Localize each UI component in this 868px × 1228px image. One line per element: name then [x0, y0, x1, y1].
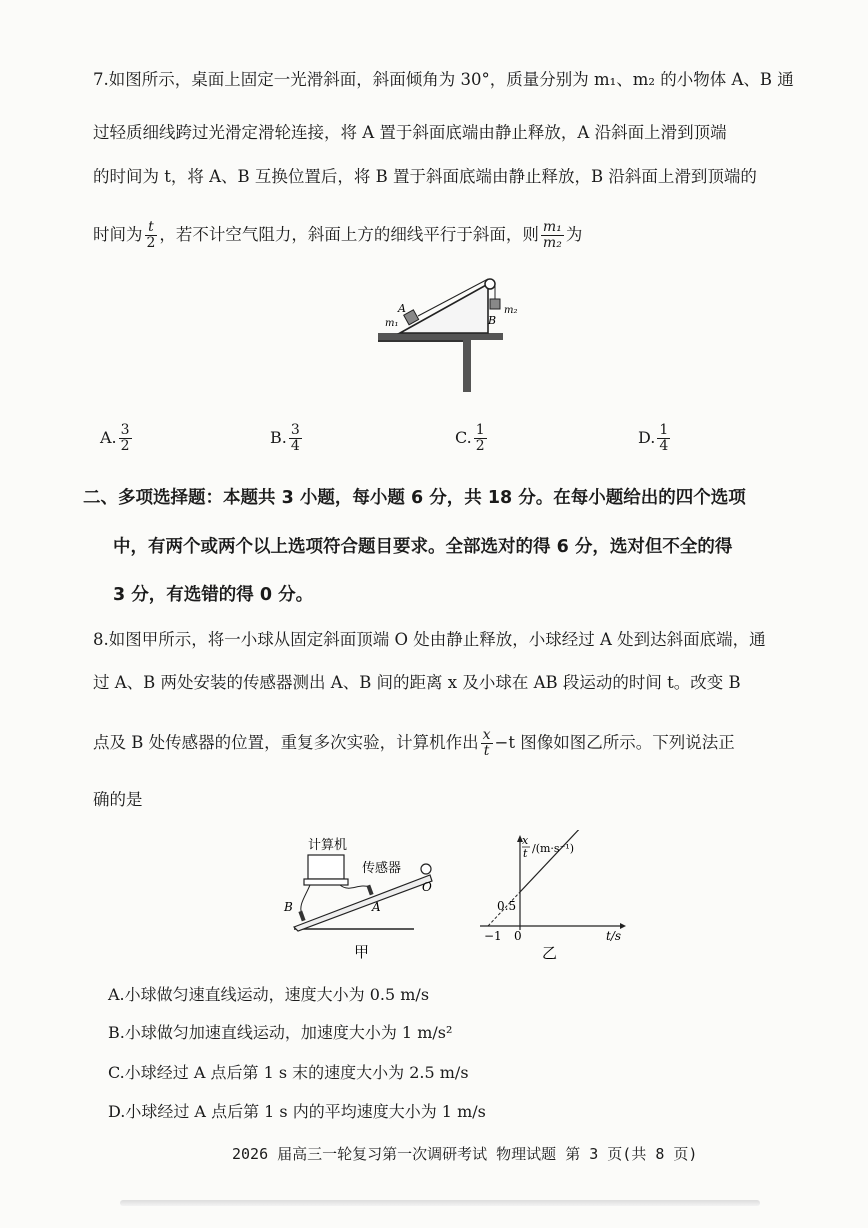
q8-line-4: 确的是	[93, 790, 143, 809]
block-a	[404, 310, 419, 325]
q7-line-4	[93, 220, 582, 251]
mass-ratio-fraction: $\frac{\text{m₁}}{\text{m₂}}$	[542, 219, 562, 251]
q7-line-4-post: 为	[565, 225, 583, 244]
x-tick-neg-1: −1	[484, 929, 502, 943]
page-bottom-edge	[120, 1200, 760, 1206]
label-a: A	[398, 302, 406, 315]
page-footer: 2026 届高三一轮复习第一次调研考试 物理试题 第 3 页(共 8 页)	[232, 1145, 698, 1163]
table-top	[378, 333, 503, 340]
t-half-fraction: $\frac{t}{2}$	[146, 219, 156, 251]
graph-line	[520, 830, 603, 892]
label-o-point: O	[422, 880, 432, 894]
label-b: B	[488, 314, 497, 327]
label-m2: m₂	[504, 305, 518, 316]
incline-wedge	[400, 284, 488, 333]
y-label-den: t	[523, 847, 528, 860]
section-2-line-2: 中，有两个或两个以上选项符合题目要求。全部选对的得 6 分，选对但不全的得	[113, 537, 733, 557]
q7-option-b: B. $\frac{3}{4}$	[270, 422, 300, 454]
caption-yi: 乙	[542, 944, 558, 962]
q8-line-1: 8.如图甲所示，将一小球从固定斜面顶端 O 处由静止释放，小球经过 A 处到达斜面底端，通	[93, 630, 766, 649]
label-a-point: A	[372, 900, 381, 914]
q7-line-4-pre: 时间为	[93, 225, 143, 244]
q7-option-d: D. $\frac{1}{4}$	[638, 422, 669, 454]
q8-line-3: 点及 B 处传感器的位置，重复多次实验，计算机作出 $\frac{x}{t}$ −t 图像如图乙所示。下列说法正	[93, 727, 735, 759]
q7-line-2: 过轻质细线跨过光滑定滑轮连接，将 A 置于斜面底端由静止释放，A 沿斜面上滑到顶端	[93, 123, 727, 142]
pulley	[485, 279, 495, 289]
label-sensor: 传感器	[362, 861, 402, 876]
sensor-a	[366, 885, 373, 896]
q8-option-d: D.小球经过 A 点后第 1 s 内的平均速度大小为 1 m/s	[108, 1102, 486, 1121]
q8-figure-jia	[280, 835, 450, 965]
y-label-unit: /(m·s⁻¹)	[532, 842, 575, 855]
computer-base	[304, 879, 348, 885]
computer-screen	[308, 855, 344, 879]
caption-jia: 甲	[354, 943, 370, 961]
y-tick-0-5: 0.5	[497, 899, 517, 913]
section-2-line-3: 3 分，有选错的得 0 分。	[113, 585, 314, 605]
label-computer: 计算机	[308, 838, 348, 853]
ball	[421, 864, 431, 874]
q8-option-b: B.小球做匀加速直线运动，加速度大小为 1 m/s²	[108, 1023, 453, 1042]
label-m1: m₁	[385, 318, 399, 329]
q8-option-a: A.小球做匀速直线运动，速度大小为 0.5 m/s	[108, 985, 430, 1004]
q8-figure-yi-graph	[470, 830, 630, 965]
q7-option-a: A. $\frac{3}{2}$	[100, 422, 130, 454]
q7-incline-figure	[370, 270, 540, 395]
label-b-point: B	[284, 900, 293, 914]
q7-line-3: 的时间为 t，将 A、B 互换位置后，将 B 置于斜面底端由静止释放，B 沿斜面上滑到顶端的	[93, 167, 757, 186]
x-over-t-fraction: $\frac{x}{t}$	[482, 727, 491, 759]
q7-option-c: C. $\frac{1}{2}$	[455, 422, 485, 454]
sensor-b	[298, 911, 305, 922]
q7-line-1: 7.如图所示，桌面上固定一光滑斜面，斜面倾角为 30°，质量分别为 m₁、m₂ 的小物体 A、B 通	[93, 70, 794, 89]
y-label-num: x	[522, 834, 529, 847]
origin-label: 0	[514, 929, 522, 943]
q8-option-c: C.小球经过 A 点后第 1 s 末的速度大小为 2.5 m/s	[108, 1063, 469, 1082]
section-2-line-1: 二、多项选择题：本题共 3 小题，每小题 6 分，共 18 分。在每小题给出的四个选项	[83, 488, 746, 508]
table-leg	[463, 340, 471, 392]
block-b	[490, 299, 500, 309]
q7-line-4-mid: ，若不计空气阻力，斜面上方的细线平行于斜面，则	[159, 225, 539, 244]
x-axis-label: t/s	[606, 929, 622, 943]
q8-line-2: 过 A、B 两处安装的传感器测出 A、B 间的距离 x 及小球在 AB 段运动的时间 t。改变 B	[93, 673, 741, 692]
